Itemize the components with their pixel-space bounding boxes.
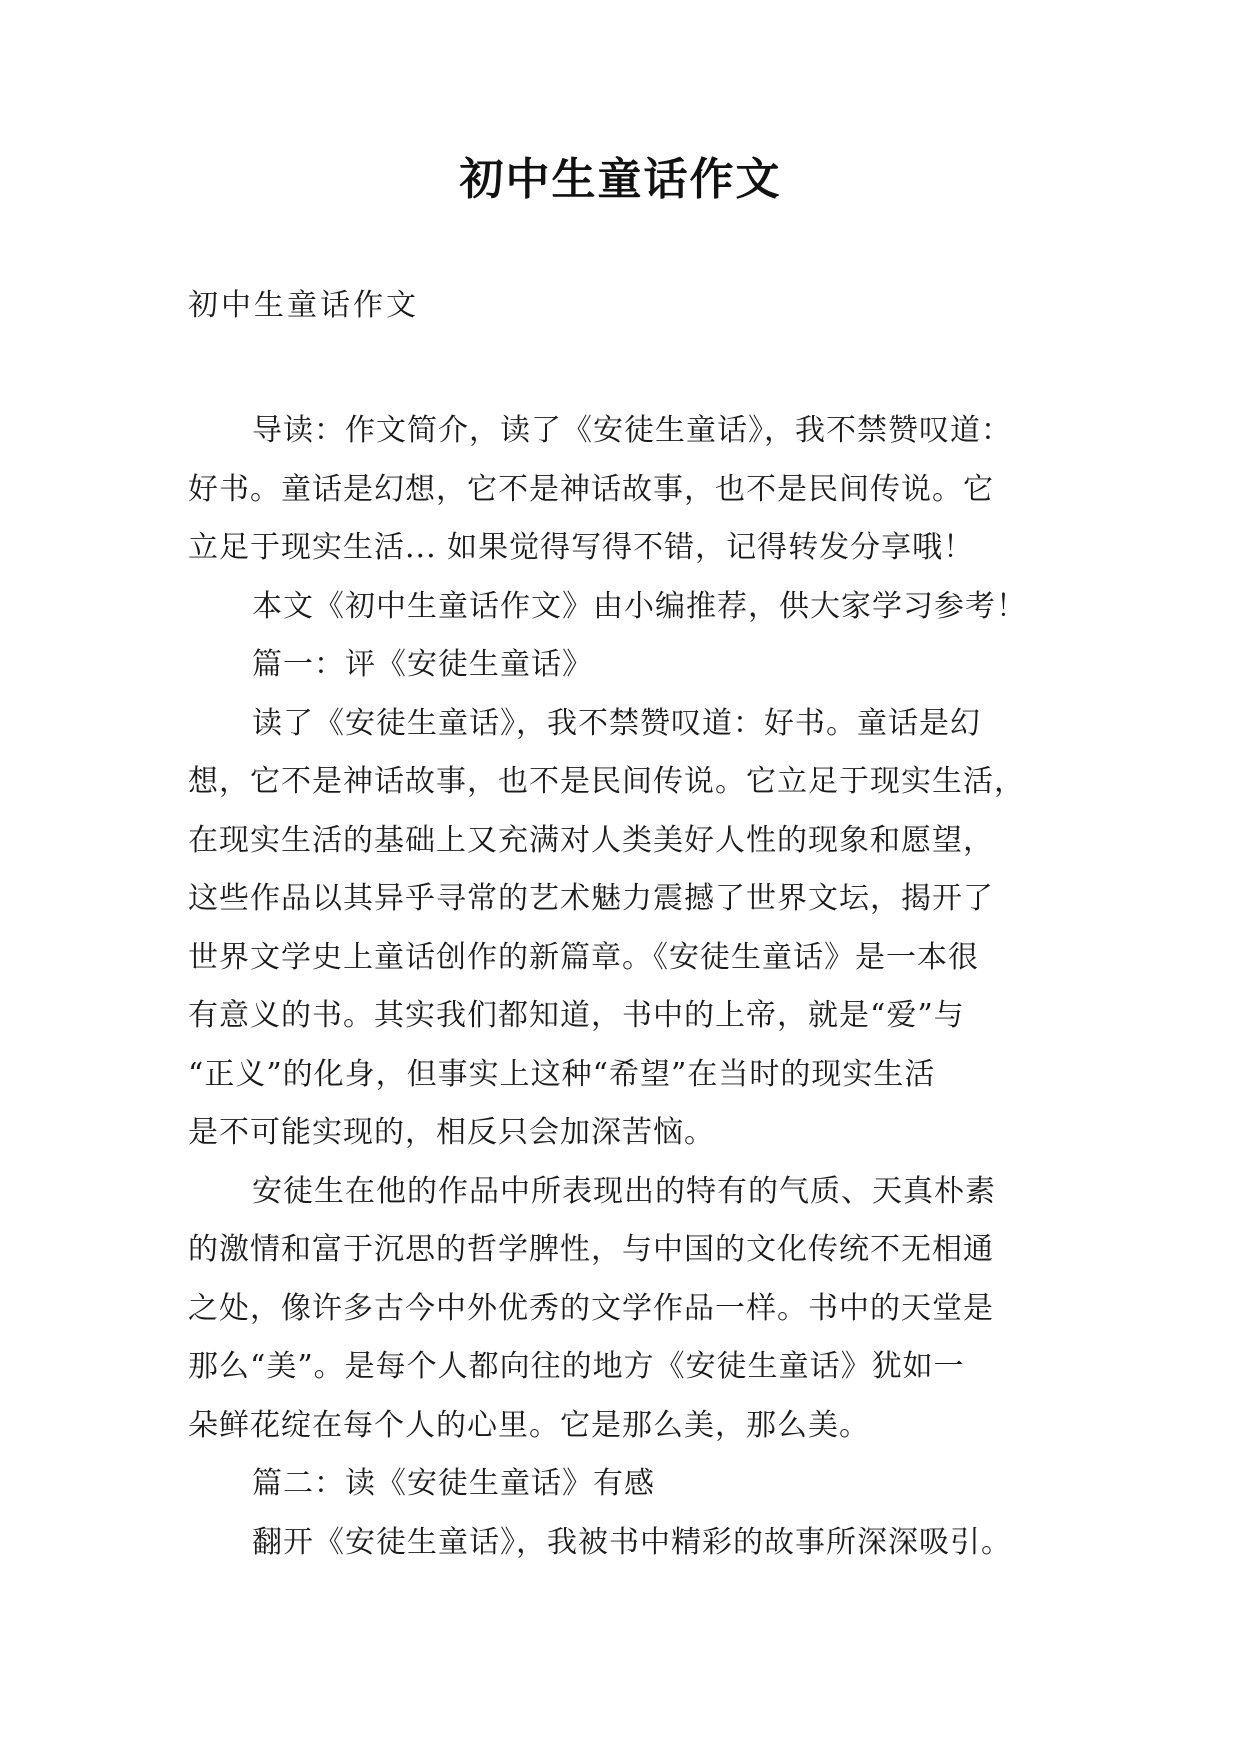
body-line: 这些作品以其异乎寻常的艺术魅力震撼了世界文坛，揭开了 — [188, 881, 994, 916]
body-line: 世界文学史上童话创作的新篇章。《安徒生童话》是一本很 — [188, 939, 979, 975]
section-heading: 篇一：评《安徒生童话》 — [252, 647, 593, 682]
body-line: 好书。童话是幻想，它不是神话故事，也不是民间传说。它 — [188, 471, 994, 507]
body-line: 想，它不是神话故事，也不是民间传说。它立足于现实生活， — [188, 764, 1025, 799]
body-line: 是不可能实现的，相反只会加深苦恼。 — [188, 1115, 715, 1150]
document-subtitle: 初中生童话作文 — [188, 288, 419, 323]
section-heading: 篇二：读《安徒生童话》有感 — [252, 1466, 655, 1501]
body-line: 有意义的书。其实我们都知道，书中的上帝，就是“爱”与 — [188, 998, 965, 1033]
body-line: 本文《初中生童话作文》由小编推荐，供大家学习参考！ — [252, 588, 1027, 624]
body-line: 之处，像许多古今中外优秀的文学作品一样。书中的天堂是 — [188, 1290, 994, 1326]
document-body — [188, 402, 1068, 1572]
body-line: 的激情和富于沉思的哲学脾性，与中国的文化传统不无相通 — [188, 1232, 994, 1267]
document-title: 初中生童话作文 — [459, 154, 782, 205]
body-line: 在现实生活的基础上又充满对人类美好人性的现象和愿望， — [188, 822, 994, 858]
body-line: 朵鲜花绽在每个人的心里。它是那么美，那么美。 — [188, 1407, 870, 1443]
body-line: 翻开《安徒生童话》，我被书中精彩的故事所深深吸引。 — [252, 1524, 1012, 1560]
body-line: 读了《安徒生童话》，我不禁赞叹道：好书。童话是幻 — [252, 705, 981, 741]
body-line: “正义”的化身，但事实上这种“希望”在当时的现实生活 — [188, 1056, 936, 1092]
body-line: 安徒生在他的作品中所表现出的特有的气质、天真朴素 — [252, 1173, 996, 1209]
body-line: 立足于现实生活... 如果觉得写得不错，记得转发分享哦！ — [188, 530, 975, 565]
body-line: 那么“美”。是每个人都向往的地方《安徒生童话》犹如一 — [188, 1349, 965, 1384]
body-line: 导读：作文简介，读了《安徒生童话》，我不禁赞叹道： — [252, 413, 1012, 448]
